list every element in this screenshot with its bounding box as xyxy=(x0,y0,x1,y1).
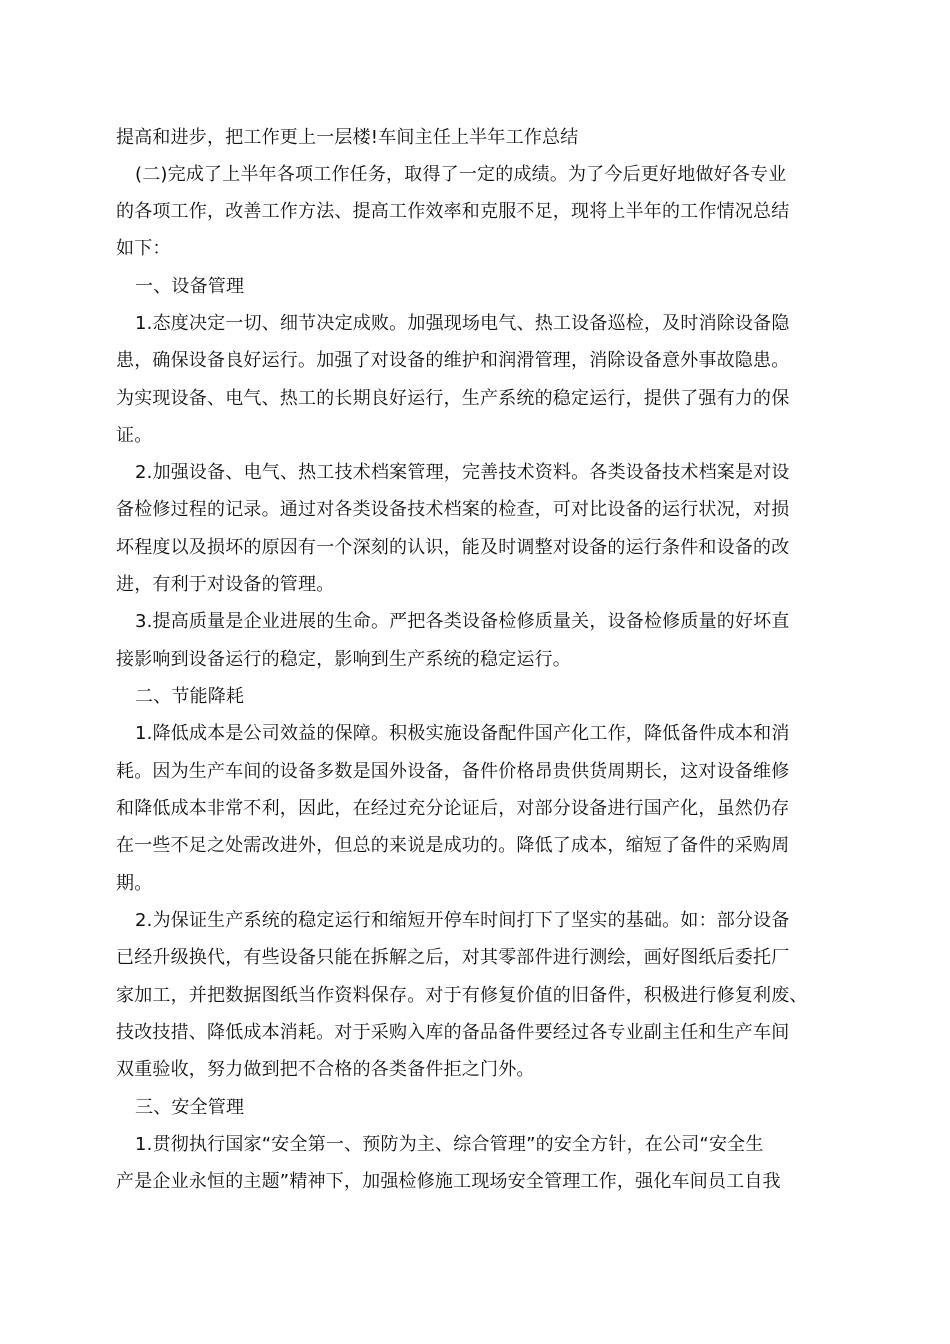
paragraph-line: 的各项工作，改善工作方法、提高工作效率和克服不足，现将上半年的工作情况总结 xyxy=(116,201,790,222)
paragraph-line: 2.为保证生产系统的稳定运行和缩短开停车时间打下了坚实的基础。如：部分设备 xyxy=(135,910,790,931)
paragraph-line: 双重验收，努力做到把不合格的各类备件拒之门外。 xyxy=(116,1059,535,1080)
paragraph-line: 家加工，并把数据图纸当作资料保存。对于有修复价值的旧备件，积极进行修复利废、 xyxy=(116,985,808,1006)
paragraph-line: 已经升级换代，有些设备只能在拆解之后，对其零部件进行测绘，画好图纸后委托厂 xyxy=(116,947,790,968)
section-heading: 一、设备管理 xyxy=(135,276,245,297)
paragraph-line: 1.贯彻执行国家“安全第一、预防为主、综合管理”的安全方针，在公司“安全生 xyxy=(135,1134,764,1155)
paragraph-line: 2.加强设备、电气、热工技术档案管理，完善技术资料。各类设备技术档案是对设 xyxy=(135,462,790,483)
paragraph-line: 患，确保设备良好运行。加强了对设备的维护和润滑管理，消除设备意外事故隐患。 xyxy=(116,350,790,371)
paragraph-line: 和降低成本非常不利，因此，在经过充分论证后，对部分设备进行国产化，虽然仍存 xyxy=(116,798,790,819)
paragraph-line: 产是企业永恒的主题”精神下，加强检修施工现场安全管理工作，强化车间员工自我 xyxy=(116,1171,781,1192)
paragraph-line: 技改技措、降低成本消耗。对于采购入库的备品备件要经过各专业副主任和生产车间 xyxy=(116,1022,790,1043)
paragraph-line: 3.提高质量是企业进展的生命。严把各类设备检修质量关，设备检修质量的好坏直 xyxy=(135,611,790,632)
section-heading: 二、节能降耗 xyxy=(135,686,245,707)
paragraph-line: 如下： xyxy=(116,238,171,259)
paragraph-line: 接影响到设备运行的稳定，影响到生产系统的稳定运行。 xyxy=(116,649,571,670)
section-heading: 三、安全管理 xyxy=(135,1097,245,1118)
paragraph-line: 耗。因为生产车间的设备多数是国外设备，备件价格昂贵供货周期长，这对设备维修 xyxy=(116,761,790,782)
paragraph-line: 在一些不足之处需改进外，但总的来说是成功的。降低了成本，缩短了备件的采购周 xyxy=(116,835,790,856)
paragraph-line: 进，有利于对设备的管理。 xyxy=(116,574,335,595)
paragraph-line: 为实现设备、电气、热工的长期良好运行，生产系统的稳定运行，提供了强有力的保 xyxy=(116,388,790,409)
paragraph-line: (二)完成了上半年各项工作任务，取得了一定的成绩。为了今后更好地做好各专业 xyxy=(135,164,787,185)
paragraph-line: 备检修过程的记录。通过对各类设备技术档案的检查，可对比设备的运行状况，对损 xyxy=(116,499,790,520)
paragraph-line: 证。 xyxy=(116,425,153,446)
paragraph-line: 提高和进步，把工作更上一层楼!车间主任上半年工作总结 xyxy=(116,127,579,148)
paragraph-line: 1.降低成本是公司效益的保障。积极实施设备配件国产化工作，降低备件成本和消 xyxy=(135,723,790,744)
paragraph-line: 1.态度决定一切、细节决定成败。加强现场电气、热工设备巡检，及时消除设备隐 xyxy=(135,313,790,334)
paragraph-line: 坏程度以及损坏的原因有一个深刻的认识，能及时调整对设备的运行条件和设备的改 xyxy=(116,537,790,558)
paragraph-line: 期。 xyxy=(116,873,153,894)
